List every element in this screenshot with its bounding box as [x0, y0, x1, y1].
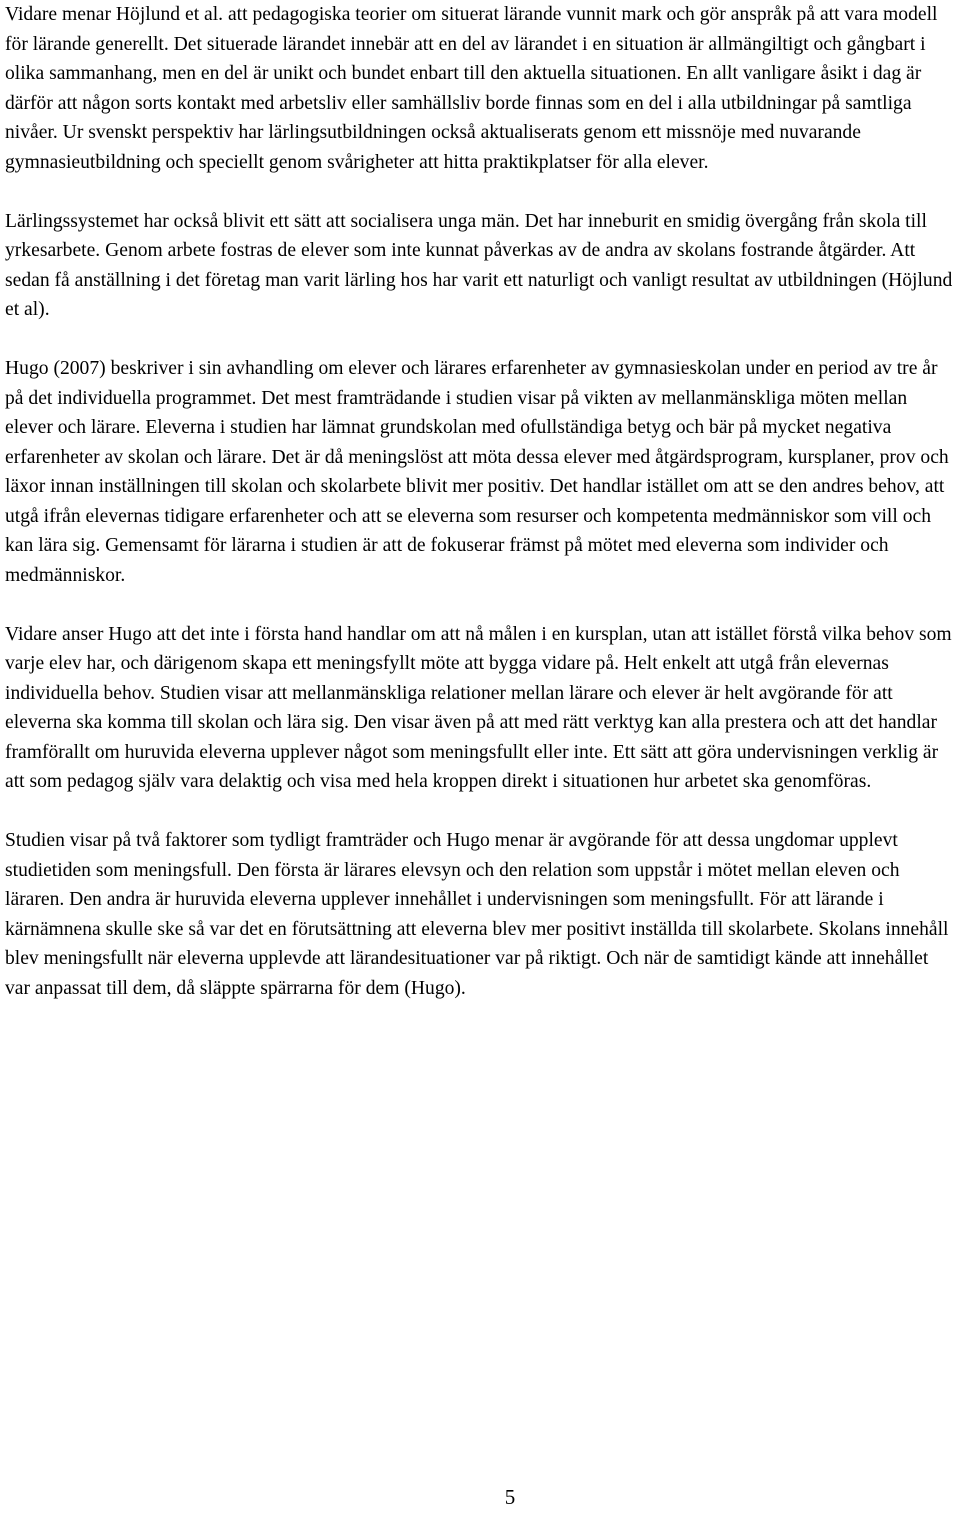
page-number: 5: [504, 1485, 516, 1509]
paragraph-1: Vidare menar Höjlund et al. att pedagogiska teorier om situerat lärande vunnit mark och gör anspråk på att vara modell för lärande generellt. Det situerade lärandet innebär att en del av lärandet i en situation är allmängiltigt och gångbart i olika sammanhang, men en del är unikt och bundet enbart till den aktuella situationen. En allt vanligare åsikt i dag är därför att någon sorts kontakt med arbetsliv eller samhällsliv borde finnas som en del i alla utbildningar på samtliga nivåer. Ur svenskt perspektiv har lärlingsutbildningen också aktualiserats genom ett missnöje med nuvarande gymnasieutbildning och speciellt genom svårigheter att hitta praktikplatser för alla elever.: [5, 4, 938, 173]
paragraph-5: Studien visar på två faktorer som tydligt framträder och Hugo menar är avgörande för att dessa ungdomar upplevt studietiden som meningsfull. Den första är lärares elevsyn och den relation som uppstår i mötet mellan eleven och läraren. Den andra är huruvida eleverna upplever innehållet i undervisningen som meningsfullt. För att lärande i kärnämnena skulle ske så var det en förutsättning att eleverna blev mer positivt inställda till skolarbete. Skolans innehåll blev meningsfullt när eleverna upplevde att lärandesituationer var på riktigt. Och när de samtidigt kände att innehållet var anpassat till dem, då släppte spärrarna för dem (Hugo).: [5, 830, 949, 999]
paragraph-4: Vidare anser Hugo att det inte i första hand handlar om att nå målen i en kursplan, utan att istället förstå vilka behov som varje elev har, och därigenom skapa ett meningsfyllt möte att bygga vidare på. Helt enkelt att utgå från elevernas individuella behov. Studien visar att mellanmänskliga relationer mellan lärare och elever är helt avgörande för att eleverna ska komma till skolan och lära sig. Den visar även på att med rätt verktyg kan alla prestera och att det handlar framförallt om huruvida eleverna upplever något som meningsfullt eller inte. Ett sätt att göra undervisningen verklig är att som pedagog själv vara delaktig och visa med hela kroppen direkt i situationen hur arbetet ska genomföras.: [5, 623, 952, 792]
paragraph-3: Hugo (2007) beskriver i sin avhandling om elever och lärares erfarenheter av gymnasieskolan under en period av tre år på det individuella programmet. Det mest framträdande i studien visar på vikten av mellanmänskliga möten mellan elever och lärare. Eleverna i studien har lämnat grundskolan med ofullständiga betyg och bär på mycket negativa erfarenheter av skolan och lärare. Det är då meningslöst att möta dessa elever med åtgärdsprogram, kursplaner, prov och läxor innan inställningen till skolan och skolarbete blivit mer positiv. Det handlar istället om att se den andres behov, att utgå ifrån elevernas tidigare erfarenheter och att se eleverna som resurser och kompetenta medmänniskor som vill och kan lära sig. Gemensamt för lärarna i studien är att de fokuserar främst på mötet med eleverna som individer och medmänniskor.: [5, 358, 949, 586]
document-page: [5, 0, 958, 1003]
paragraph-2: Lärlingssystemet har också blivit ett sätt att socialisera unga män. Det har inneburit en smidig övergång från skola till yrkesarbete. Genom arbete fostras de elever som inte kunnat påverkas av de andra av skolans fostrande åtgärder. Att sedan få anställning i det företag man varit lärling hos har varit ett naturligt och vanligt resultat av utbildningen (Höjlund et al).: [5, 210, 953, 320]
